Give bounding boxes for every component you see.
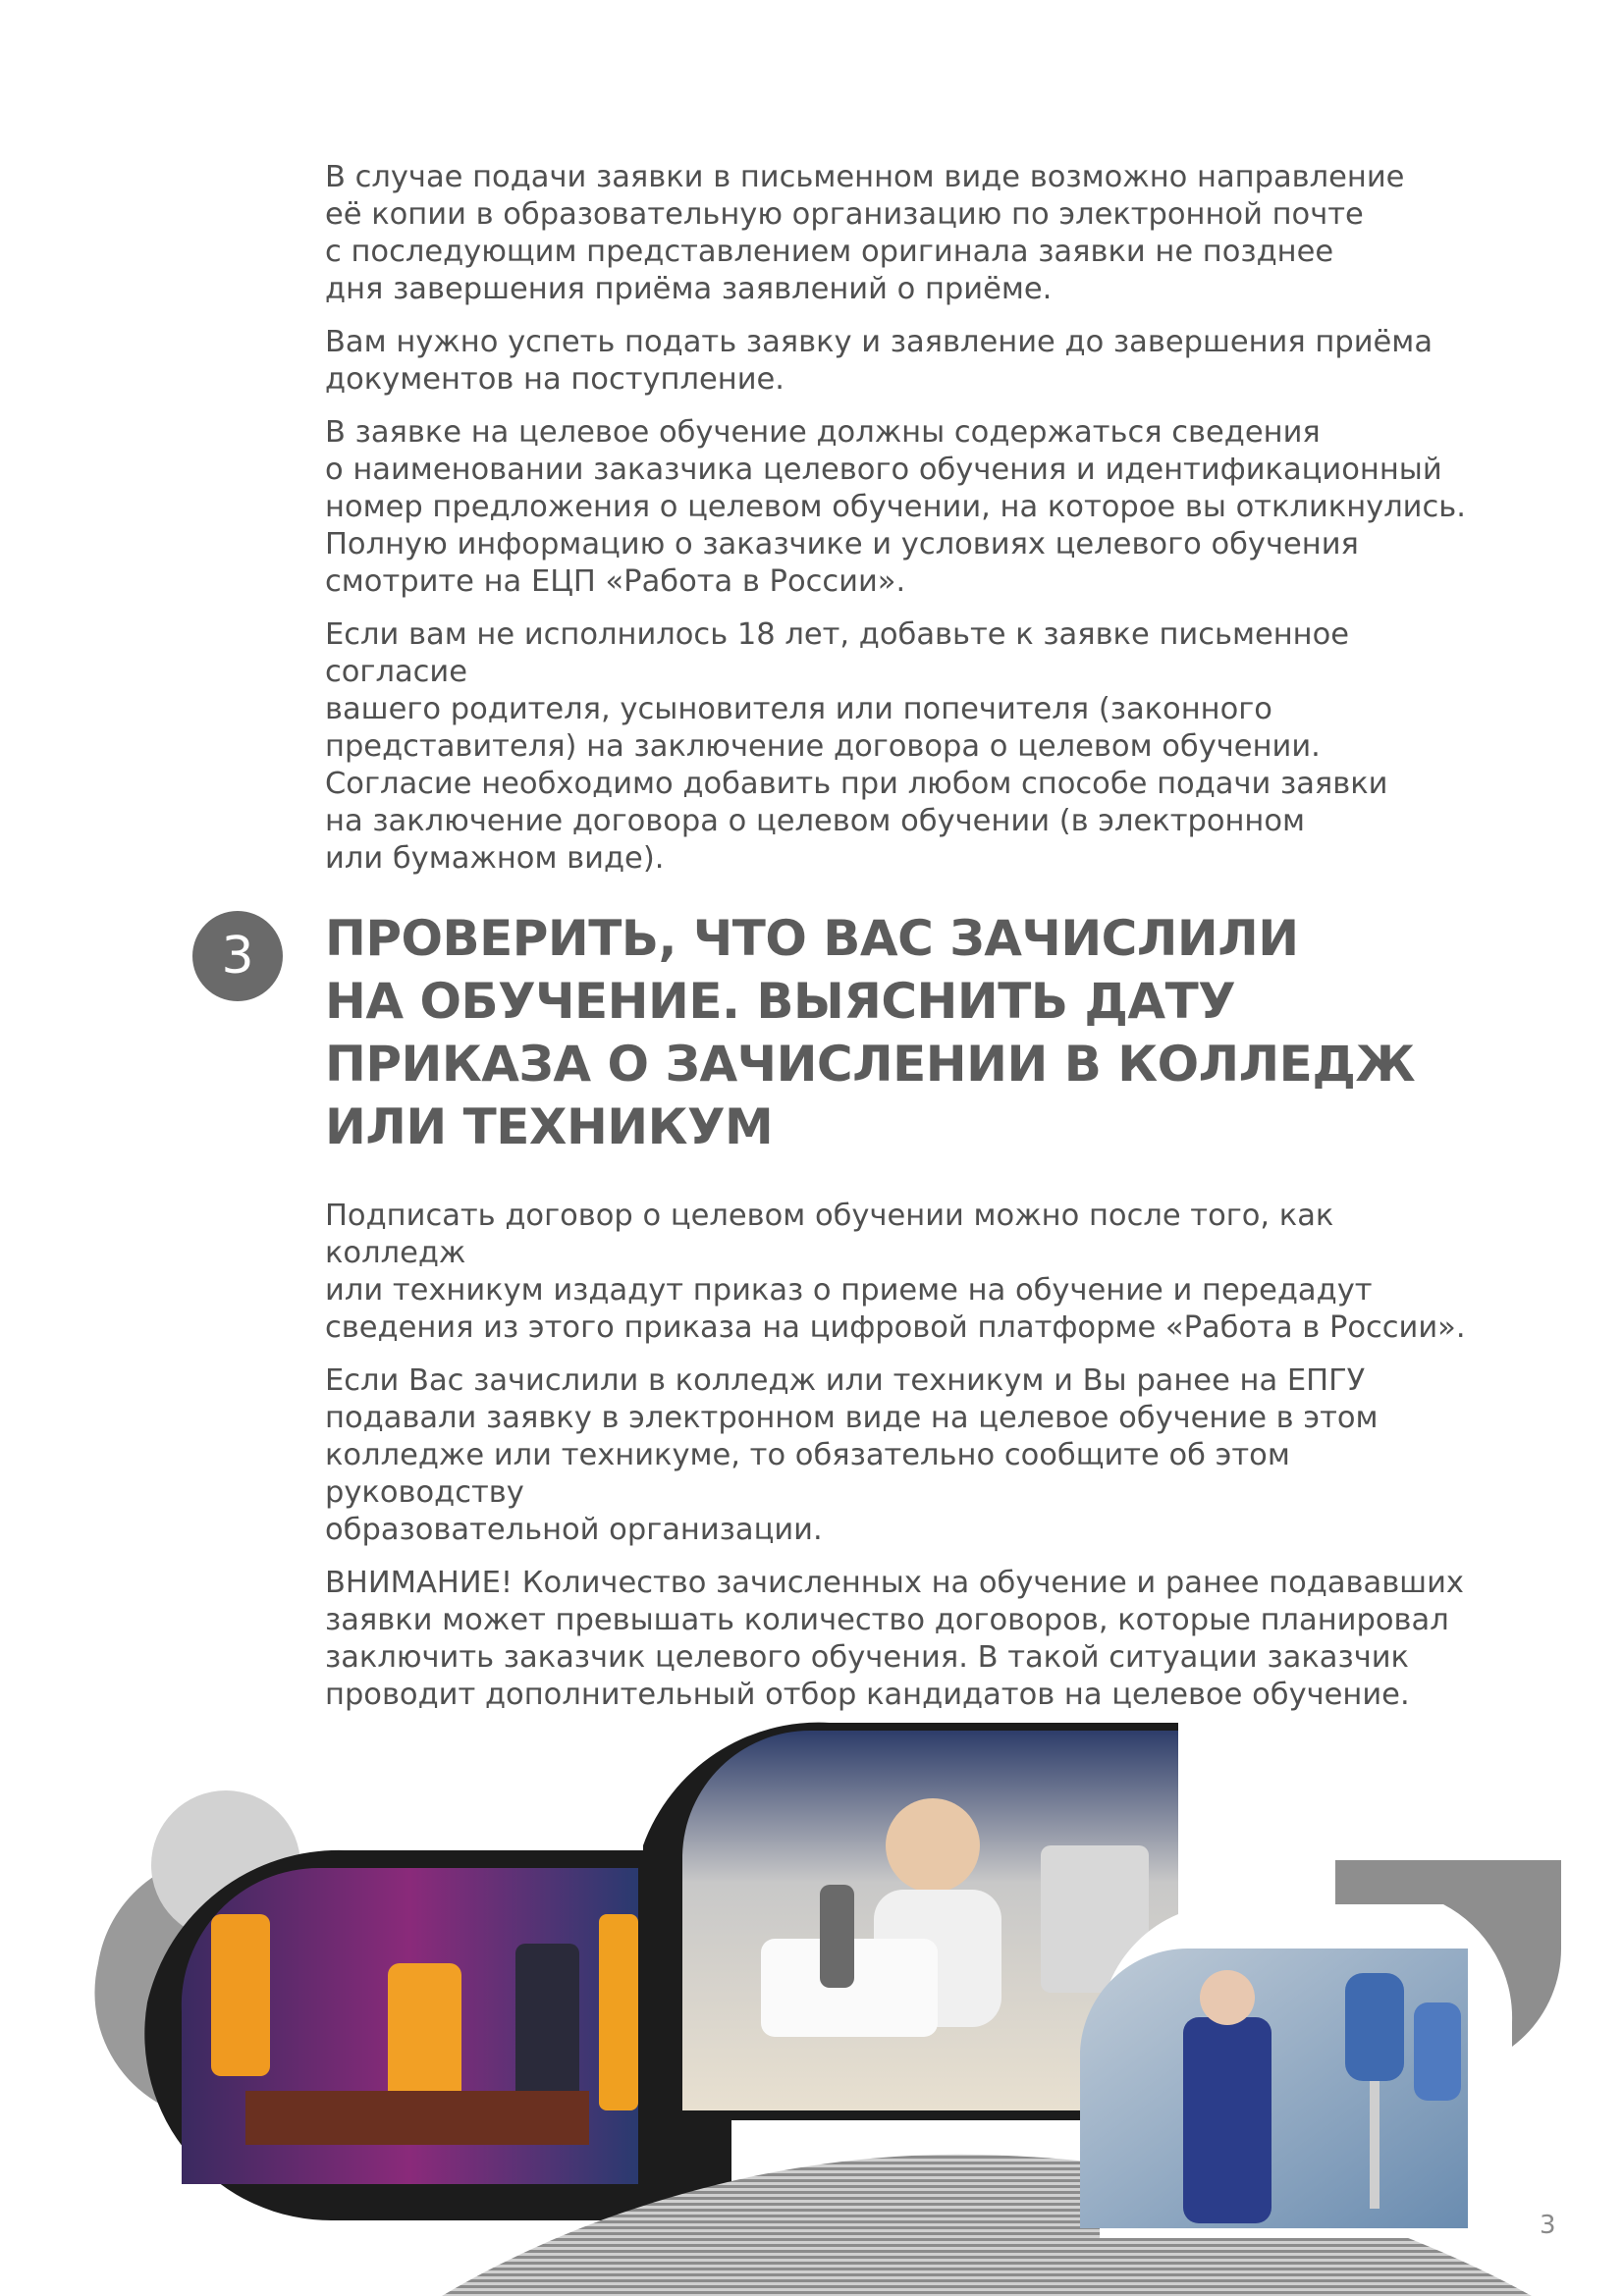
step-text bbox=[325, 1198, 1484, 1730]
photo-detail bbox=[599, 1914, 638, 2110]
intro-paragraph: Если вам не исполнилось 18 лет, добавьте к заявке письменное согласие вашего родителя, усыновителя или попечителя (законного представителя) на заключение договора о целевом обучении. Согласие необходимо добавить при любом способе подачи заявки на заключение договора о целевом обучении (в электронном или бумажном виде). bbox=[325, 617, 1388, 876]
step-paragraph: ВНИМАНИЕ! Количество зачисленных на обучение и ранее подававших заявки может превышать количество договоров, которые планировал заключить заказчик целевого обучения. В такой ситуации заказчик проводит дополнительный отбор кандидатов на целевое обучение. bbox=[325, 1566, 1464, 1712]
intro-paragraph: В случае подачи заявки в письменном виде возможно направление её копии в образовательную организацию по электронной почте с последующим представлением оригинала заявки не позднее дня завершения приёма заявлений о приёме. bbox=[325, 160, 1405, 306]
step-paragraph: Подписать договор о целевом обучении можно после того, как колледж или техникум издадут приказ о приеме на обучение и передадут сведения из этого приказа на цифровой платформе «Работа в России». bbox=[325, 1199, 1466, 1345]
photo-detail bbox=[820, 1885, 854, 1988]
photo-detail bbox=[1200, 1970, 1255, 2025]
photo-laboratory bbox=[1080, 1949, 1468, 2228]
photo-detail bbox=[211, 1914, 270, 2076]
page-number: 3 bbox=[1540, 2211, 1556, 2240]
photo-detail bbox=[1414, 2002, 1461, 2101]
intro-paragraph: В заявке на целевое обучение должны содержаться сведения о наименовании заказчика целевого обучения и идентификационный номер предложения о целевом обучении, на которое вы откликнулись. Полную информацию о заказчике и условиях целевого обучения смотрите на ЕЦП «Работа в России». bbox=[325, 415, 1466, 599]
intro-paragraph: Вам нужно успеть подать заявку и заявление до завершения приёма документов на поступление. bbox=[325, 325, 1434, 397]
photo-detail bbox=[1370, 2081, 1380, 2209]
step-number-badge: 3 bbox=[192, 911, 283, 1001]
step-title: ПРОВЕРИТЬ, ЧТО ВАС ЗАЧИСЛИЛИ НА ОБУЧЕНИЕ. ВЫЯСНИТЬ ДАТУ ПРИКАЗА О ЗАЧИСЛЕНИИ В КОЛЛЕДЖ ИЛИ ТЕХНИКУМ bbox=[325, 910, 1416, 1155]
photo-detail bbox=[245, 2091, 589, 2145]
photo-detail bbox=[1345, 1973, 1404, 2081]
intro-text bbox=[325, 159, 1484, 893]
photo-detail bbox=[886, 1798, 980, 1893]
photo-collage bbox=[0, 1708, 1623, 2296]
step-paragraph: Если Вас зачислили в колледж или техникум и Вы ранее на ЕПГУ подавали заявку в электронном виде на целевое обучение в этом колледже или техникуме, то обязательно сообщите об этом руководству образовательной организации. bbox=[325, 1363, 1379, 1547]
photo-detail bbox=[1183, 2017, 1271, 2223]
